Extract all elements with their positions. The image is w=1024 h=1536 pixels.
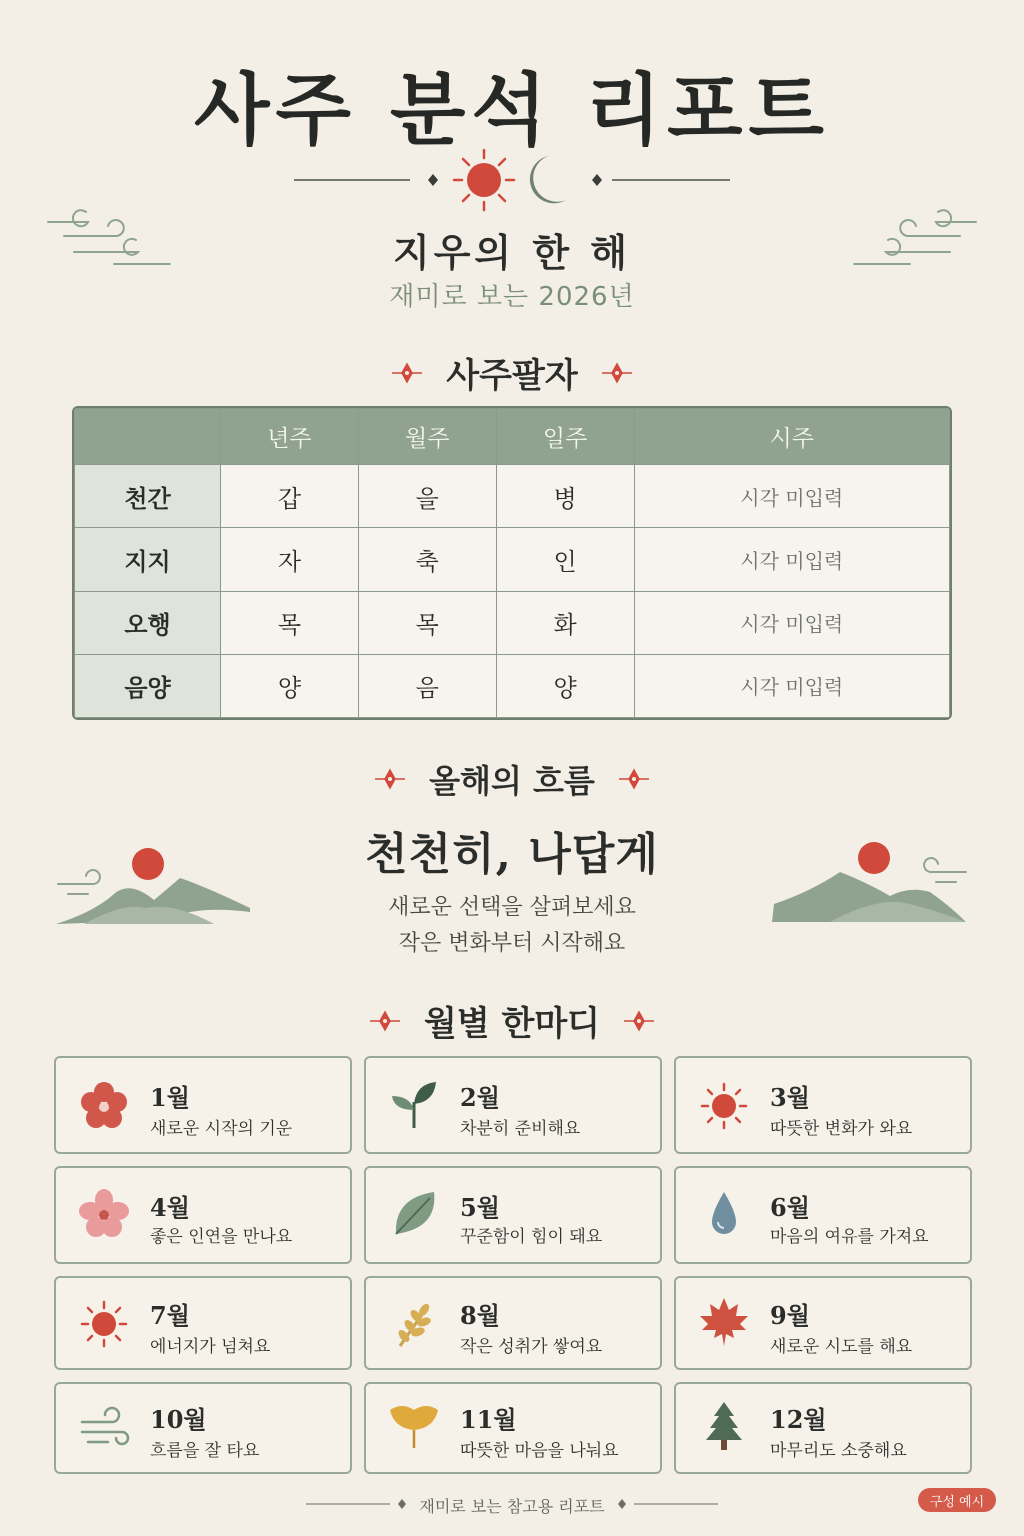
diamond-ornament-icon xyxy=(390,362,424,384)
table-cell: 시각 미입력 xyxy=(634,591,949,654)
month-message: 흐름을 잘 타요 xyxy=(150,1441,260,1461)
monthly-heading-text: 월별 한마디 xyxy=(423,1004,601,1044)
table-row xyxy=(75,528,950,591)
flow-line: 작은 변화부터 시작해요 xyxy=(398,931,626,956)
row-label: 지지 xyxy=(75,528,221,591)
ginkgo-leaf-icon xyxy=(388,1398,440,1450)
flow-heading-text: 올해의 흐름 xyxy=(429,762,595,800)
table-cell: 자 xyxy=(221,528,359,591)
table-cell: 음 xyxy=(358,654,496,717)
month-message: 따뜻한 변화가 와요 xyxy=(770,1119,913,1139)
mountain-sun-illustration xyxy=(54,842,254,932)
month-label: 9월 xyxy=(770,1301,810,1330)
month-label: 3월 xyxy=(770,1083,810,1112)
table-cell: 시각 미입력 xyxy=(634,465,949,528)
table-cell: 축 xyxy=(358,528,496,591)
month-card xyxy=(364,1166,662,1264)
month-card xyxy=(364,1382,662,1474)
flow-heading xyxy=(0,756,1024,802)
month-label: 10월 xyxy=(150,1405,207,1434)
monthly-heading xyxy=(0,996,1024,1045)
month-label: 2월 xyxy=(460,1083,500,1112)
example-badge: 구성 예시 xyxy=(918,1488,996,1512)
report-title: 사주 분석 리포트 xyxy=(194,65,830,156)
table-cell: 시각 미입력 xyxy=(634,528,949,591)
saju-heading xyxy=(0,348,1024,397)
month-label: 1월 xyxy=(150,1083,190,1112)
sun-icon xyxy=(78,1298,130,1350)
month-message: 새로운 시작의 기운 xyxy=(150,1119,293,1139)
table-cell: 목 xyxy=(358,591,496,654)
saju-header-row xyxy=(75,409,950,465)
diamond-ornament-icon xyxy=(373,768,407,790)
sun-moon-ornament xyxy=(290,146,734,216)
month-message: 새로운 시도를 해요 xyxy=(770,1337,913,1357)
diamond-ornament-icon xyxy=(622,1010,656,1032)
month-message: 좋은 인연을 만나요 xyxy=(150,1227,293,1247)
column-header: 일주 xyxy=(496,409,634,465)
table-cell: 시각 미입력 xyxy=(634,654,949,717)
month-message: 꾸준함이 힘이 돼요 xyxy=(460,1227,603,1247)
table-row xyxy=(75,591,950,654)
pine-tree-icon xyxy=(698,1400,750,1452)
leaf-icon xyxy=(388,1188,440,1240)
month-label: 7월 xyxy=(150,1301,190,1330)
sprout-icon xyxy=(388,1078,440,1130)
month-card xyxy=(674,1166,972,1264)
diamond-ornament-icon xyxy=(617,768,651,790)
month-card xyxy=(54,1166,352,1264)
month-card xyxy=(364,1056,662,1154)
saju-heading-text: 사주팔자 xyxy=(446,356,578,396)
month-label: 12월 xyxy=(770,1405,827,1434)
flow-line: 새로운 선택을 살펴보세요 xyxy=(388,895,636,920)
row-label: 천간 xyxy=(75,465,221,528)
month-message: 작은 성취가 쌓여요 xyxy=(460,1337,603,1357)
table-cell: 화 xyxy=(496,591,634,654)
month-card xyxy=(364,1276,662,1370)
month-message: 에너지가 넘쳐요 xyxy=(150,1337,271,1357)
month-label: 4월 xyxy=(150,1193,190,1222)
month-message: 마무리도 소중해요 xyxy=(770,1441,907,1461)
month-message: 마음의 여유를 가져요 xyxy=(770,1227,929,1247)
month-label: 11월 xyxy=(460,1405,517,1434)
column-header xyxy=(75,409,221,465)
wheat-icon xyxy=(388,1298,440,1350)
row-label: 음양 xyxy=(75,654,221,717)
footer-text: 재미로 보는 참고용 리포트 xyxy=(419,1497,605,1516)
month-card xyxy=(54,1382,352,1474)
row-label: 오행 xyxy=(75,591,221,654)
table-cell: 병 xyxy=(496,465,634,528)
month-card xyxy=(54,1276,352,1370)
month-card xyxy=(54,1056,352,1154)
month-label: 5월 xyxy=(460,1193,500,1222)
column-header: 시주 xyxy=(634,409,949,465)
flow-title: 천천히, 나답게 xyxy=(365,829,659,880)
maple-leaf-icon xyxy=(698,1296,750,1348)
month-message: 차분히 준비해요 xyxy=(460,1119,581,1139)
table-cell: 을 xyxy=(358,465,496,528)
cherry-blossom-icon xyxy=(78,1188,130,1240)
table-cell: 목 xyxy=(221,591,359,654)
subject-name: 지우의 한 해 xyxy=(393,230,631,275)
month-message: 따뜻한 마음을 나눠요 xyxy=(460,1441,619,1461)
table-row xyxy=(75,654,950,717)
mountain-sun-illustration xyxy=(770,842,970,932)
table-cell: 인 xyxy=(496,528,634,591)
column-header: 월주 xyxy=(358,409,496,465)
diamond-ornament-icon xyxy=(368,1010,402,1032)
wind-icon xyxy=(78,1404,130,1456)
month-label: 8월 xyxy=(460,1301,500,1330)
report-subtitle: 재미로 보는 2026년 xyxy=(389,282,635,312)
column-header: 년주 xyxy=(221,409,359,465)
table-cell: 양 xyxy=(496,654,634,717)
month-label: 6월 xyxy=(770,1193,810,1222)
diamond-ornament-icon xyxy=(600,362,634,384)
table-cell: 갑 xyxy=(221,465,359,528)
water-drop-icon xyxy=(698,1188,750,1240)
saju-table xyxy=(72,406,952,720)
sun-icon xyxy=(698,1080,750,1132)
table-cell: 양 xyxy=(221,654,359,717)
month-card xyxy=(674,1276,972,1370)
table-row xyxy=(75,465,950,528)
month-card xyxy=(674,1056,972,1154)
plum-blossom-icon xyxy=(78,1080,130,1132)
month-card xyxy=(674,1382,972,1474)
